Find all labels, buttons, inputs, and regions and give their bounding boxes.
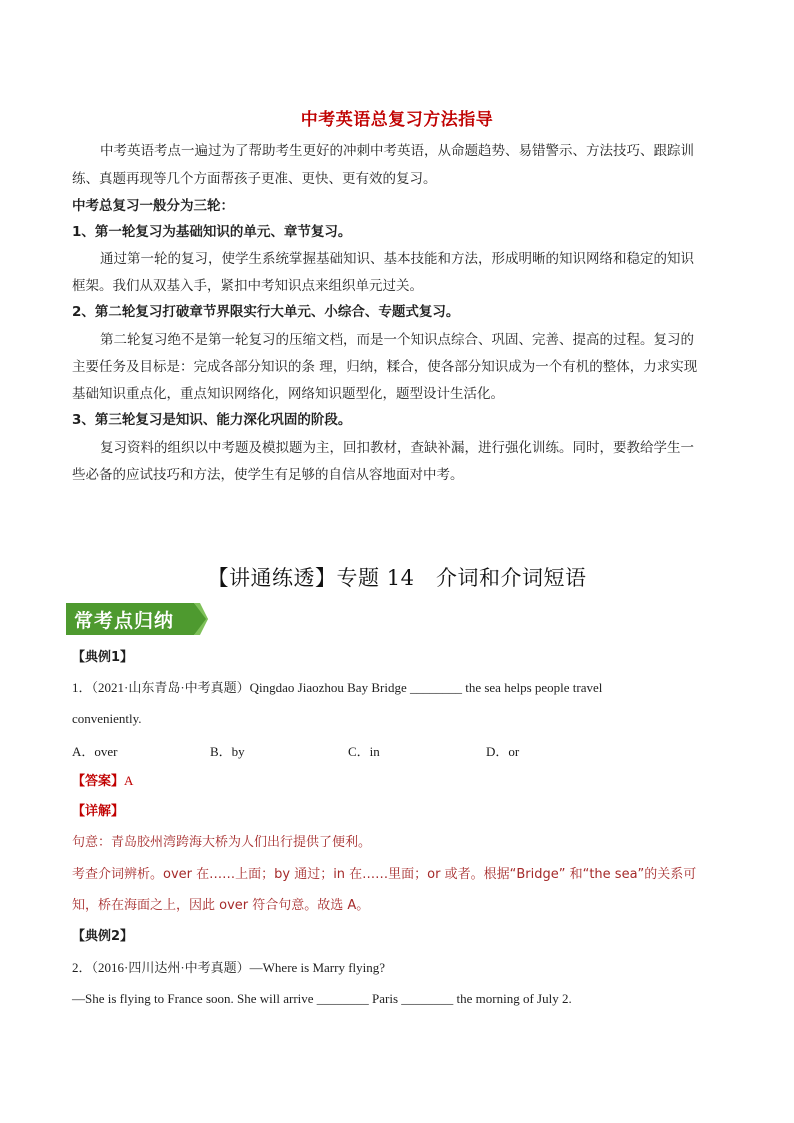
example1-option-d: D．or <box>486 744 520 759</box>
answer-value: A <box>124 773 134 788</box>
example2-label: 【典例2】 <box>72 929 134 944</box>
example1-detail-label: 【详解】 <box>72 804 125 819</box>
example1-label: 【典例1】 <box>72 650 134 665</box>
round1-line-1: 通过第一轮的复习，使学生系统掌握基础知识、基本技能和方法，形成明晰的知识网络和稳定的知识 <box>100 251 694 267</box>
round3-line-1: 复习资料的组织以中考题及模拟题为主，回扣教材，查缺补漏，进行强化训练。同时，要教给学生一 <box>100 440 694 456</box>
topic-title: 【讲通练透】专题 14 介词和介词短语 <box>207 566 587 590</box>
example1-question-line-1: 1．（2021·山东青岛·中考真题）Qingdao Jiaozhou Bay Bridge ________ the sea helps people travel <box>72 680 603 695</box>
example1-analysis-line-1: 考查介词辨析。over 在……上面；by 通过；in 在……里面；or 或者。根据“Bridge” 和“the sea”的关系可 <box>72 867 697 882</box>
example2-question-line-1: 2．（2016·四川达州·中考真题）—Where is Marry flying? <box>72 960 386 975</box>
round1-line-2: 框架。我们从双基入手，紧扣中考知识点来组织单元过关。 <box>72 278 423 294</box>
example1-question-line-2: conveniently. <box>72 711 142 726</box>
intro-line-1: 中考英语考点一遍过为了帮助考生更好的冲刺中考英语，从命题趋势、易错警示、方法技巧、跟踪训 <box>100 143 694 159</box>
answer-label: 【答案】 <box>72 774 125 789</box>
round3-line-2: 些必备的应试技巧和方法，使学生有足够的自信从容地面对中考。 <box>72 467 464 483</box>
example1-answer <box>72 771 732 792</box>
round2-heading: 2、第二轮复习打破章节界限实行大单元、小综合、专题式复习。 <box>72 304 460 320</box>
round3-heading: 3、第三轮复习是知识、能力深化巩固的阶段。 <box>72 412 352 428</box>
guide-title: 中考英语总复习方法指导 <box>300 110 494 130</box>
example1-option-b: B．by <box>210 744 245 759</box>
rounds-heading: 中考总复习一般分为三轮： <box>72 198 234 214</box>
example1-option-c: C．in <box>348 744 380 759</box>
round2-line-3: 基础知识重点化，重点知识网络化，网络知识题型化，题型设计生活化。 <box>72 386 504 402</box>
section-banner <box>66 603 208 635</box>
banner-label: 常考点归纳 <box>74 610 175 632</box>
round1-heading: 1、第一轮复习为基础知识的单元、章节复习。 <box>72 224 352 240</box>
intro-line-2: 练、真题再现等几个方面帮孩子更准、更快、更有效的复习。 <box>72 171 437 187</box>
round2-line-1: 第二轮复习绝不是第一轮复习的压缩文档，而是一个知识点综合、巩固、完善、提高的过程。复习的 <box>100 332 694 348</box>
example1-option-a: A．over <box>72 744 118 759</box>
example1-meaning: 句意：青岛胶州湾跨海大桥为人们出行提供了便利。 <box>72 835 372 850</box>
example1-analysis-line-2: 知，桥在海面之上，因此 over 符合句意。故选 A。 <box>72 898 370 913</box>
example2-question-line-2: —She is flying to France soon. She will arrive ________ Paris ________ the morning of July 2. <box>72 991 572 1006</box>
round2-line-2: 主要任务及目标是：完成各部分知识的条 理，归纳，糅合，使各部分知识成为一个有机的整体，力求实现 <box>72 359 698 375</box>
